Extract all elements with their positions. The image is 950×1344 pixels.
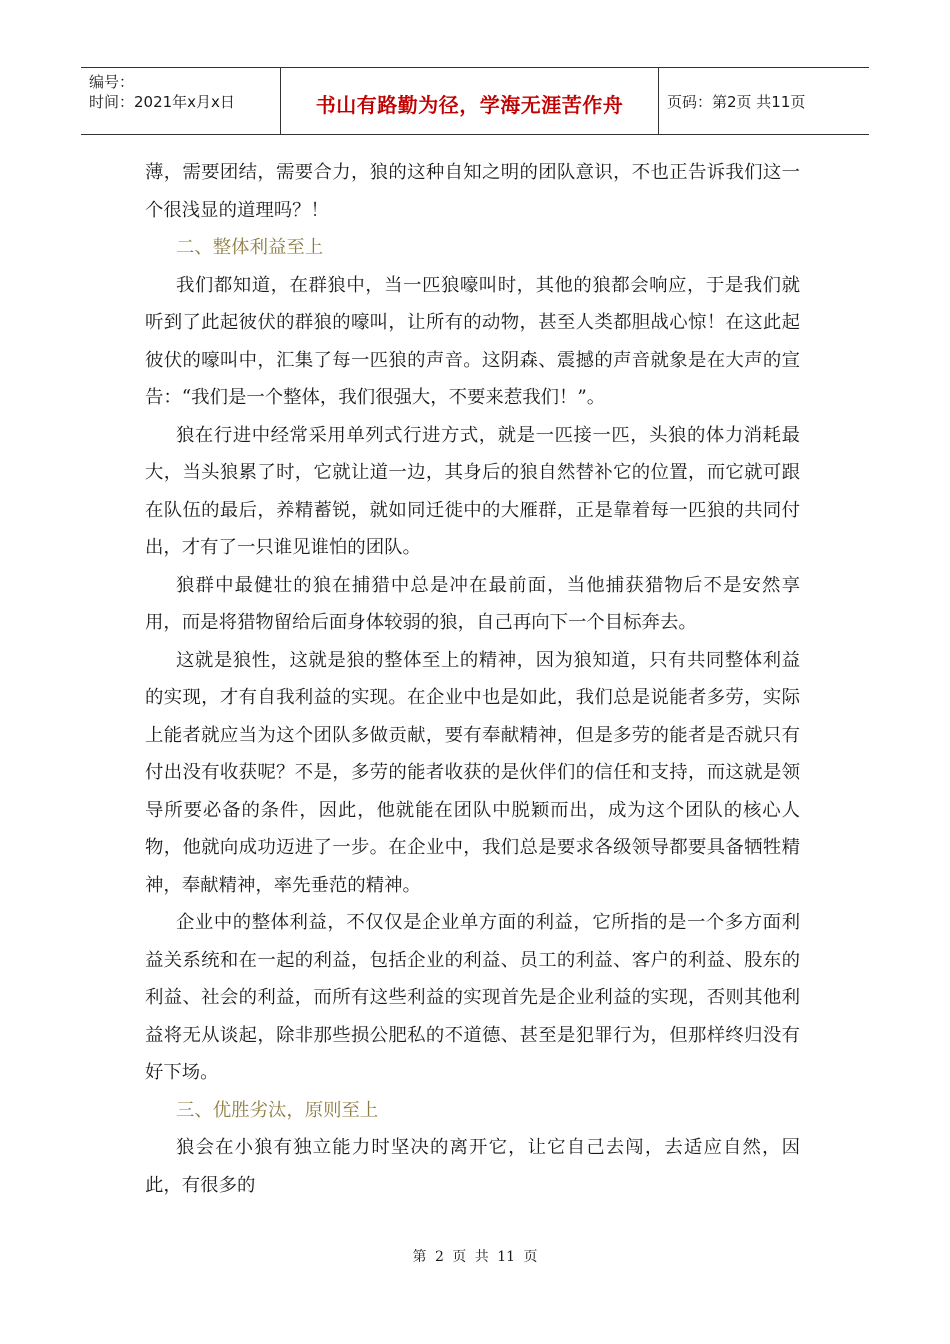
paragraph: 狼会在小狼有独立能力时坚决的离开它，让它自己去闯，去适应自然，因此，有很多的 xyxy=(145,1137,800,1196)
paragraph: 企业中的整体利益，不仅仅是企业单方面的利益，它所指的是一个多方面利益关系统和在一起的利益，包括企业的利益、员工的利益、客户的利益、股东的利益、社会的利益，而所有这些利益的实现首先是企业利益的实现，否则其他利益将无从谈起，除非那些损公肥私的不道德、甚至是犯罪行为，但那样终归没有好下场。 xyxy=(145,912,800,1083)
page-footer: 第 2 页 共 11 页 xyxy=(412,1249,538,1265)
section-heading: 二、整体利益至上 xyxy=(176,237,324,258)
header-motto: 书山有路勤为径，学海无涯苦作舟 xyxy=(281,68,659,134)
paragraph: 这就是狼性，这就是狼的整体至上的精神，因为狼知道，只有共同整体利益的实现，才有自我利益的实现。在企业中也是如此，我们总是说能者多劳，实际上能者就应当为这个团队多做贡献，要有奉献精神，但是多劳的能者是否就只有付出没有收获呢？不是，多劳的能者收获的是伙伴们的信任和支持，而这就是领导所要必备的条件，因此，他就能在团队中脱颖而出，成为这个团队的核心人物，他就向成功迈进了一步。在企业中，我们总是要求各级领导都要具备牺牲精神，奉献精神，率先垂范的精神。 xyxy=(145,649,800,896)
paragraph: 薄，需要团结，需要合力，狼的这种自知之明的团队意识，不也正告诉我们这一个很浅显的道理吗？！ xyxy=(145,162,800,221)
paragraph: 狼群中最健壮的狼在捕猎中总是冲在最前面，当他捕获猎物后不是安然享用，而是将猎物留给后面身体较弱的狼，自己再向下一个目标奔去。 xyxy=(145,574,800,633)
document-body xyxy=(145,154,800,1204)
document-number-label: 编号： xyxy=(89,73,135,91)
header-page-info: 页码：第2页 共11页 xyxy=(667,92,806,111)
section-heading: 三、优胜劣汰，原则至上 xyxy=(176,1099,379,1121)
document-header xyxy=(81,67,869,135)
header-meta xyxy=(81,68,281,134)
document-date: 时间：2021年x月x日 xyxy=(89,93,235,111)
paragraph: 狼在行进中经常采用单列式行进方式，就是一匹接一匹，头狼的体力消耗最大，当头狼累了时，它就让道一边，其身后的狼自然替补它的位置，而它就可跟在队伍的最后，养精蓄锐，就如同迁徙中的大雁群，正是靠着每一匹狼的共同付出，才有了一只谁见谁怕的团队。 xyxy=(145,424,800,558)
paragraph: 我们都知道，在群狼中，当一匹狼嚎叫时，其他的狼都会响应，于是我们就听到了此起彼伏的群狼的嚎叫，让所有的动物，甚至人类都胆战心惊！在这此起彼伏的嚎叫中，汇集了每一匹狼的声音。这阴森、震撼的声音就象是在大声的宣告：“我们是一个整体，我们很强大，不要来惹我们！”。 xyxy=(145,274,800,408)
